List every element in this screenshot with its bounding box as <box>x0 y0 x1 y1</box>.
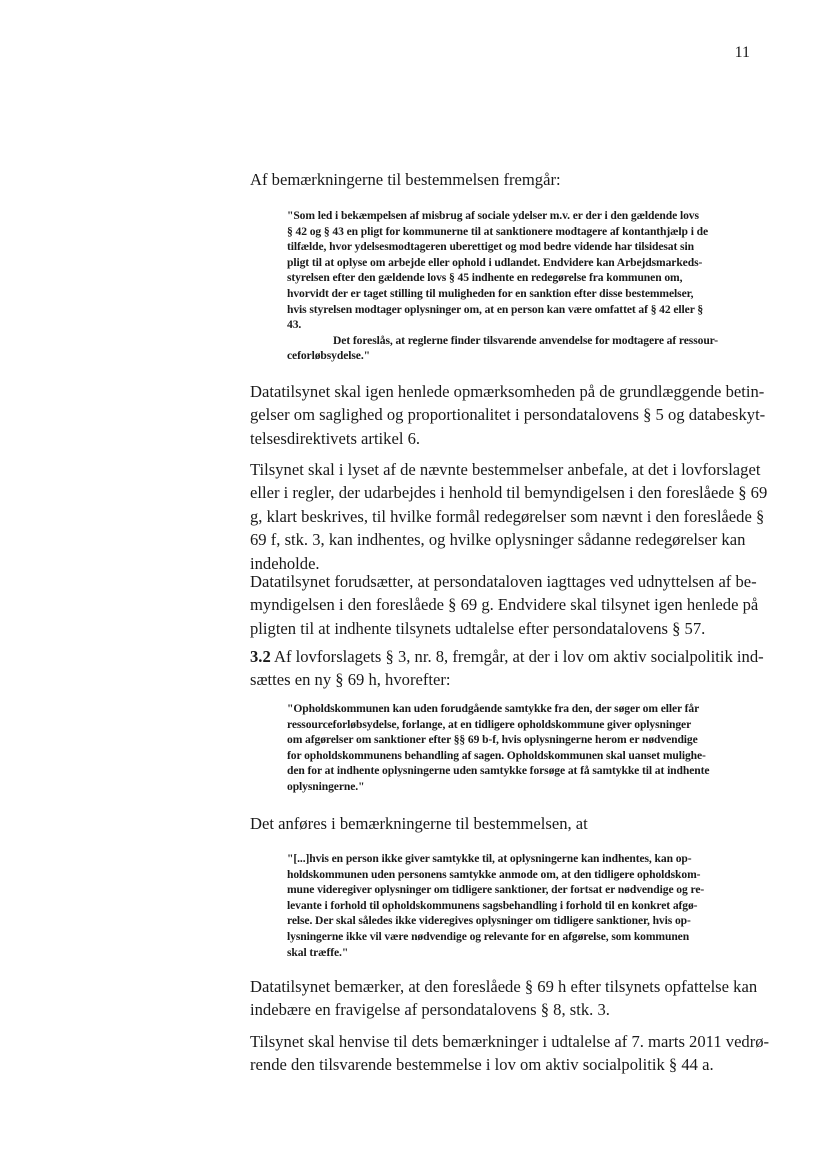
quote-line: lysningerne ikke vil være nødvendige og relevante for en afgørelse, som kommunen <box>287 929 690 943</box>
text-line: Datatilsynet forudsætter, at persondataloven iagttages ved udnyttelsen af be- <box>250 572 757 591</box>
quote-line: "Som led i bekæmpelsen af misbrug af sociale ydelser m.v. er der i den gældende lovs <box>287 209 699 222</box>
text-line: Tilsynet skal i lyset af de nævnte bestemmelser anbefale, at det i lovforslaget <box>250 460 761 479</box>
page-number: 11 <box>734 44 750 61</box>
quote-line: mune videregiver oplysninger om tidligere sanktioner, der fortsat er nødvendige og re- <box>287 883 705 897</box>
text-line: pligten til at indhente tilsynets udtalelse efter persondatalovens § 57. <box>250 618 706 638</box>
quote-line: § 42 og § 43 en pligt for kommunerne til at sanktionere modtagere af kontanthjælp i de <box>287 224 709 238</box>
text-line: eller i regler, der udarbejdes i henhold til bemyndigelsen i den foreslåede § 69 <box>250 483 768 503</box>
quote-line: holdskommunen uden personens samtykke anmode om, at den tidligere opholdskom- <box>287 867 701 881</box>
text-line: sættes en ny § 69 h, hvorefter: <box>250 670 451 690</box>
paragraph-5 <box>250 645 764 692</box>
text-line <box>250 645 764 668</box>
text-line: g, klart beskrives, til hvilke formål redegørelser som nævnt i den foreslåede § <box>250 506 765 526</box>
text-line: rende den tilsvarende bestemmelse i lov om aktiv socialpolitik § 44 a. <box>250 1055 714 1075</box>
quote-line: relse. Der skal således ikke videregives oplysninger om tidligere sanktioner, hvis op- <box>287 914 691 928</box>
quote-line: for opholdskommunens behandling af sagen. Opholdskommunen skal uanset mulighe- <box>287 748 706 762</box>
quote-line: hvis styrelsen modtager oplysninger om, at en person kan være omfattet af § 42 eller § <box>287 302 704 316</box>
text-line: indeholde. <box>250 553 320 573</box>
quote-1 <box>287 208 718 364</box>
intro-text: Af bemærkningerne til bestemmelsen fremgår: <box>250 170 561 189</box>
section-text: Af lovforslagets § 3, nr. 8, fremgår, at der i lov om aktiv socialpolitik ind- <box>270 647 764 666</box>
quote-3 <box>287 851 704 960</box>
paragraph-7 <box>250 975 757 1022</box>
text-line: 69 f, stk. 3, kan indhentes, og hvilke oplysninger sådanne redegørelser kan <box>250 530 746 550</box>
quote-line: "Opholdskommunen kan uden forudgående samtykke fra den, der søger om eller får <box>287 702 700 715</box>
intro-paragraph <box>250 168 561 191</box>
text-line: Datatilsynet skal igen henlede opmærksomheden på de grundlæggende betin- <box>250 382 765 401</box>
quote-line: den for at indhente oplysningerne uden samtykke forsøge at få samtykke til at indhente <box>287 764 710 778</box>
quote-line: om afgørelser om sanktioner efter §§ 69 b-f, hvis oplysningerne herom er nødvendige <box>287 733 698 747</box>
paragraph-6 <box>250 812 588 835</box>
text-line: gelser om saglighed og proportionalitet i persondatalovens § 5 og databeskyt- <box>250 405 766 425</box>
quote-line: levante i forhold til opholdskommunens sagsbehandling i forhold til en konkret afgø- <box>287 898 698 912</box>
quote-line: pligt til at oplyse om arbejde eller ophold i udlandet. Endvidere kan Arbejdsmarkeds- <box>287 255 703 269</box>
quote-line: styrelsen efter den gældende lovs § 45 indhente en redegørelse fra kommunen om, <box>287 271 683 285</box>
paragraph-8 <box>250 1030 769 1077</box>
quote-line: tilfælde, hvor ydelsesmodtageren uberettiget og mod bedre vidende har tilsidesat sin <box>287 240 694 254</box>
quote-line: hvorvidt der er taget stilling til muligheden for en sanktion efter disse bestemmelser, <box>287 286 694 300</box>
text-line: myndigelsen i den foreslåede § 69 g. Endvidere skal tilsynet igen henlede på <box>250 595 759 615</box>
quote-line: 43. <box>287 318 302 332</box>
quote-line: oplysningerne." <box>287 779 365 793</box>
quote-line: ceforløbsydelse." <box>287 349 370 363</box>
text-line: Det anføres i bemærkningerne til bestemmelsen, at <box>250 814 588 833</box>
quote-line: "[...]hvis en person ikke giver samtykke til, at oplysningerne kan indhentes, kan op- <box>287 852 692 865</box>
quote-line: skal træffe." <box>287 945 349 959</box>
text-line: indebære en fravigelse af persondatalovens § 8, stk. 3. <box>250 1000 610 1020</box>
quote-2 <box>287 701 709 795</box>
quote-line: ressourceforløbsydelse, forlange, at en tidligere opholdskommune giver oplysninger <box>287 717 692 731</box>
section-number: 3.2 <box>250 647 271 666</box>
quote-line: Det foreslås, at reglerne finder tilsvarende anvendelse for modtagere af ressour- <box>333 333 719 347</box>
text-line: telsesdirektivets artikel 6. <box>250 428 421 448</box>
text-line: Datatilsynet bemærker, at den foreslåede § 69 h efter tilsynets opfattelse kan <box>250 977 758 996</box>
paragraph-4 <box>250 570 758 640</box>
text-line: Tilsynet skal henvise til dets bemærkninger i udtalelse af 7. marts 2011 vedrø- <box>250 1032 770 1051</box>
paragraph-2 <box>250 380 765 450</box>
paragraph-3 <box>250 458 767 575</box>
